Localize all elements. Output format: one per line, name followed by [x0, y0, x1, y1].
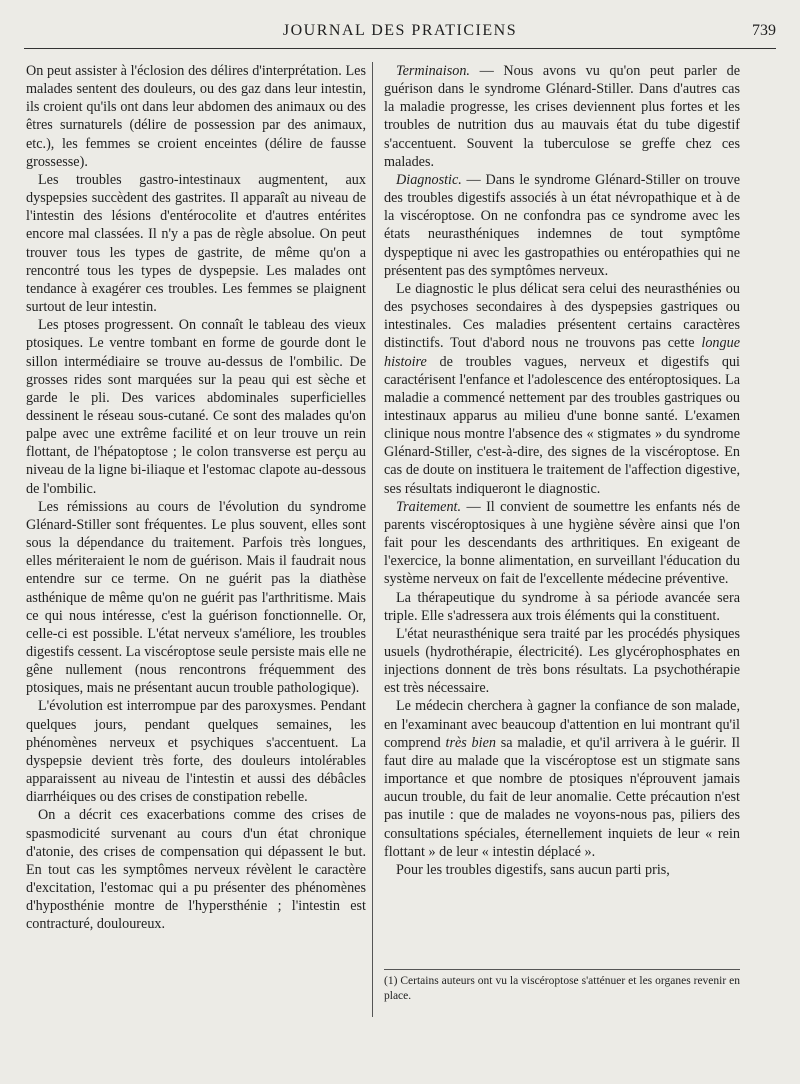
paragraph-text: — Nous avons vu qu'on peut parler de guérison dans le syndrome Glénard-Stiller. Dans d'autres cas la maladie progresse, les crises deviennent plus fortes et les troubles de nutrition dus au mauvais état du tube digestif s'accentuent. Souvent la tuberculose se greffe chez ces malades.	[384, 63, 740, 170]
paragraph-text: sa maladie, et qu'il arrivera à le guérir. Il faut dire au malade que la viscéroptose est un stigmate sans importance et que nombre de ptosiques n'éprouvent jamais aucun trouble, du fait de leur anomalie. Cette précaution n'est pas inutile : que de malades ne voyons-nous pas, piliers des consultations spéciales, éternellement inquiets de leur « rein flottant » de leur « intestin déplacé ».	[384, 734, 740, 860]
paragraph-diagnostic	[384, 171, 740, 280]
paragraph	[384, 697, 740, 860]
running-header	[24, 22, 776, 49]
paragraph: Les rémissions au cours de l'évolution du syndrome Glénard-Stiller sont fréquentes. Le plus souvent, elles sont sous la dépendance du traitement. Parfois très longues, elles mériteraient le nom de guérison. Mais il faudrait nous entendre sur ce terme. On ne guérit pas la diathèse asthénique de même qu'on ne guérit pas l'arthritisme. Mais ce qui nous intéresse, c'est la guérison fonctionnelle. Or, celle-ci est possible. L'état nerveux s'améliore, les troubles digestifs cessent. La viscéroptose seule persiste mais elle ne gêne nullement (nous rencontrons fréquemment des ptosiques, mais ne présentant aucun trouble pathologique).	[26, 498, 367, 697]
column-divider	[372, 62, 373, 1017]
paragraph-traitement	[384, 498, 740, 589]
emphasis: très bien	[445, 734, 496, 751]
paragraph: On peut assister à l'éclosion des délires d'interprétation. Les malades sentent des douleurs, ou des gaz dans leur intestin, ils croient qu'ils ont dans leur abdomen des animaux ou des êtres surnaturels (délire de possession par des animaux, etc.), les femmes se croient enceintes (délire de fausse grossesse).	[26, 63, 366, 170]
paragraph	[384, 280, 740, 498]
paragraph-text: — Dans le syndrome Glénard-Stiller on trouve des troubles digestifs associés à un état névropathique et à de la viscéroptose. On ne confondra pas ce syndrome avec les états neurasthéniques indemnes de tout symptôme dyspeptique ni avec les gastropathies ou entéropathies qui ne présentent pas des symptômes nerveux.	[384, 171, 740, 279]
section-heading: Diagnostic.	[396, 171, 462, 188]
journal-title: JOURNAL DES PRATICIENS	[282, 22, 518, 39]
paragraph: On a décrit ces exacerbations comme des crises de spasmodicité survenant au cours d'un état chronique d'atonie, des crises de compensation qui dépassent le but. En tout cas les symptômes nerveux révèlent le caractère d'excitation, l'estomac qui a pu présenter des phénomènes d'hyposthénie montre de l'hypersthénie ; l'intestin est contracturé, douloureux.	[26, 807, 366, 933]
emphasis: longue histoire	[384, 335, 740, 370]
footnote-rule	[384, 969, 740, 970]
paragraph: Les ptoses progressent. On connaît le tableau des vieux ptosiques. Le ventre tombant en forme de gourde dont le sillon intermédiaire se trouve au-dessus de l'ombilic. De grosses rides sont marquées sur la peau qui est sèche et garde le pli. Des varices abdominales superficielles dessinent le réseau sous-cutané. Ce sont des malades qu'on palpe avec une extrême facilité et on leur trouve un rein flottant, de l'hépatoptose ; le colon transverse est perçu au niveau de la ligne bi-iliaque et l'estomac clapote au-dessous de l'ombilic.	[26, 317, 366, 497]
footnote: (1) Certains auteurs ont vu la viscéroptose s'atténuer et les organes revenir en place.	[384, 975, 740, 1002]
paragraph: L'évolution est interrompue par des paroxysmes. Pendant quelques jours, pendant quelques semaines, les phénomènes nerveux et psychiques s'accentuent. La dyspepsie devient très forte, des douleurs intolérables apparaissent au niveau de l'intestin et aussi des débâcles diarrhéiques ou des crises de constipation rebelle.	[26, 698, 366, 806]
paragraph: L'état neurasthénique sera traité par les procédés physiques usuels (hydrothérapie, électricité). Les glycérophosphates en injections donnent de très bons résultats. La psychothérapie est très nécessaire.	[384, 625, 740, 697]
paragraph-terminaison	[384, 62, 740, 171]
paragraph: La thérapeutique du syndrome à sa période avancée sera triple. Elle s'adressera aux trois éléments qui la constituent.	[384, 589, 740, 624]
right-column	[384, 62, 740, 879]
paragraph-text: de troubles vagues, nerveux et digestifs qui caractérisent l'enfance et l'adolescence des entéroptosiques. La maladie a commencé nettement par des troubles gastriques ou intestinaux apparus au milieu d'une bonne santé. L'examen clinique nous montre l'absence des « stigmates » du syndrome Glénard-Stiller, c'est-à-dire, des signes de la viscéroptose. En cas de doute on instituera le traitement de l'affection digestive, ses résultats indiqueront le diagnostic.	[384, 353, 740, 497]
paragraph-text: Le médecin cherchera à gagner la confiance de son malade, en l'examinant avec beaucoup d'attention en lui montrant qu'il comprend	[384, 698, 740, 751]
section-heading: Terminaison.	[396, 63, 470, 79]
paragraph: Les troubles gastro-intestinaux augmentent, aux dyspepsies succèdent des gastrites. Il apparaît au niveau de l'intestin des lésions d'entérocolite et d'autres entérites encore mal classées. Il n'y a pas de règle absolue. On peut trouver tous les types de gastrite, de même qu'on a rencontré tous les types de dyspepsie. Les malades ont tendance à exagérer ces troubles. Les femmes se plaignent surtout de leur intestin.	[26, 171, 366, 316]
section-heading: Traitement.	[396, 498, 462, 515]
paragraph-text: — Il convient de soumettre les enfants nés de parents viscéroptosiques à une hygiène sévère ainsi que l'on fait pour les descendants des arthritiques. En exigeant de l'exercice, la bonne alimentation, en surveillant l'éducation du système nerveux on fait de l'excellente médecine préventive.	[384, 498, 740, 588]
paragraph-text: Le diagnostic le plus délicat sera celui des neurasthénies ou des psychoses secondaires à des dyspepsies gastriques ou intestinales. Ces maladies présentent certains caractères distinctifs. Tout d'abord nous ne trouvons pas cette	[384, 280, 740, 352]
left-column	[26, 62, 366, 934]
paragraph: Pour les troubles digestifs, sans aucun parti pris,	[396, 861, 670, 878]
page-number: 739	[752, 22, 776, 39]
